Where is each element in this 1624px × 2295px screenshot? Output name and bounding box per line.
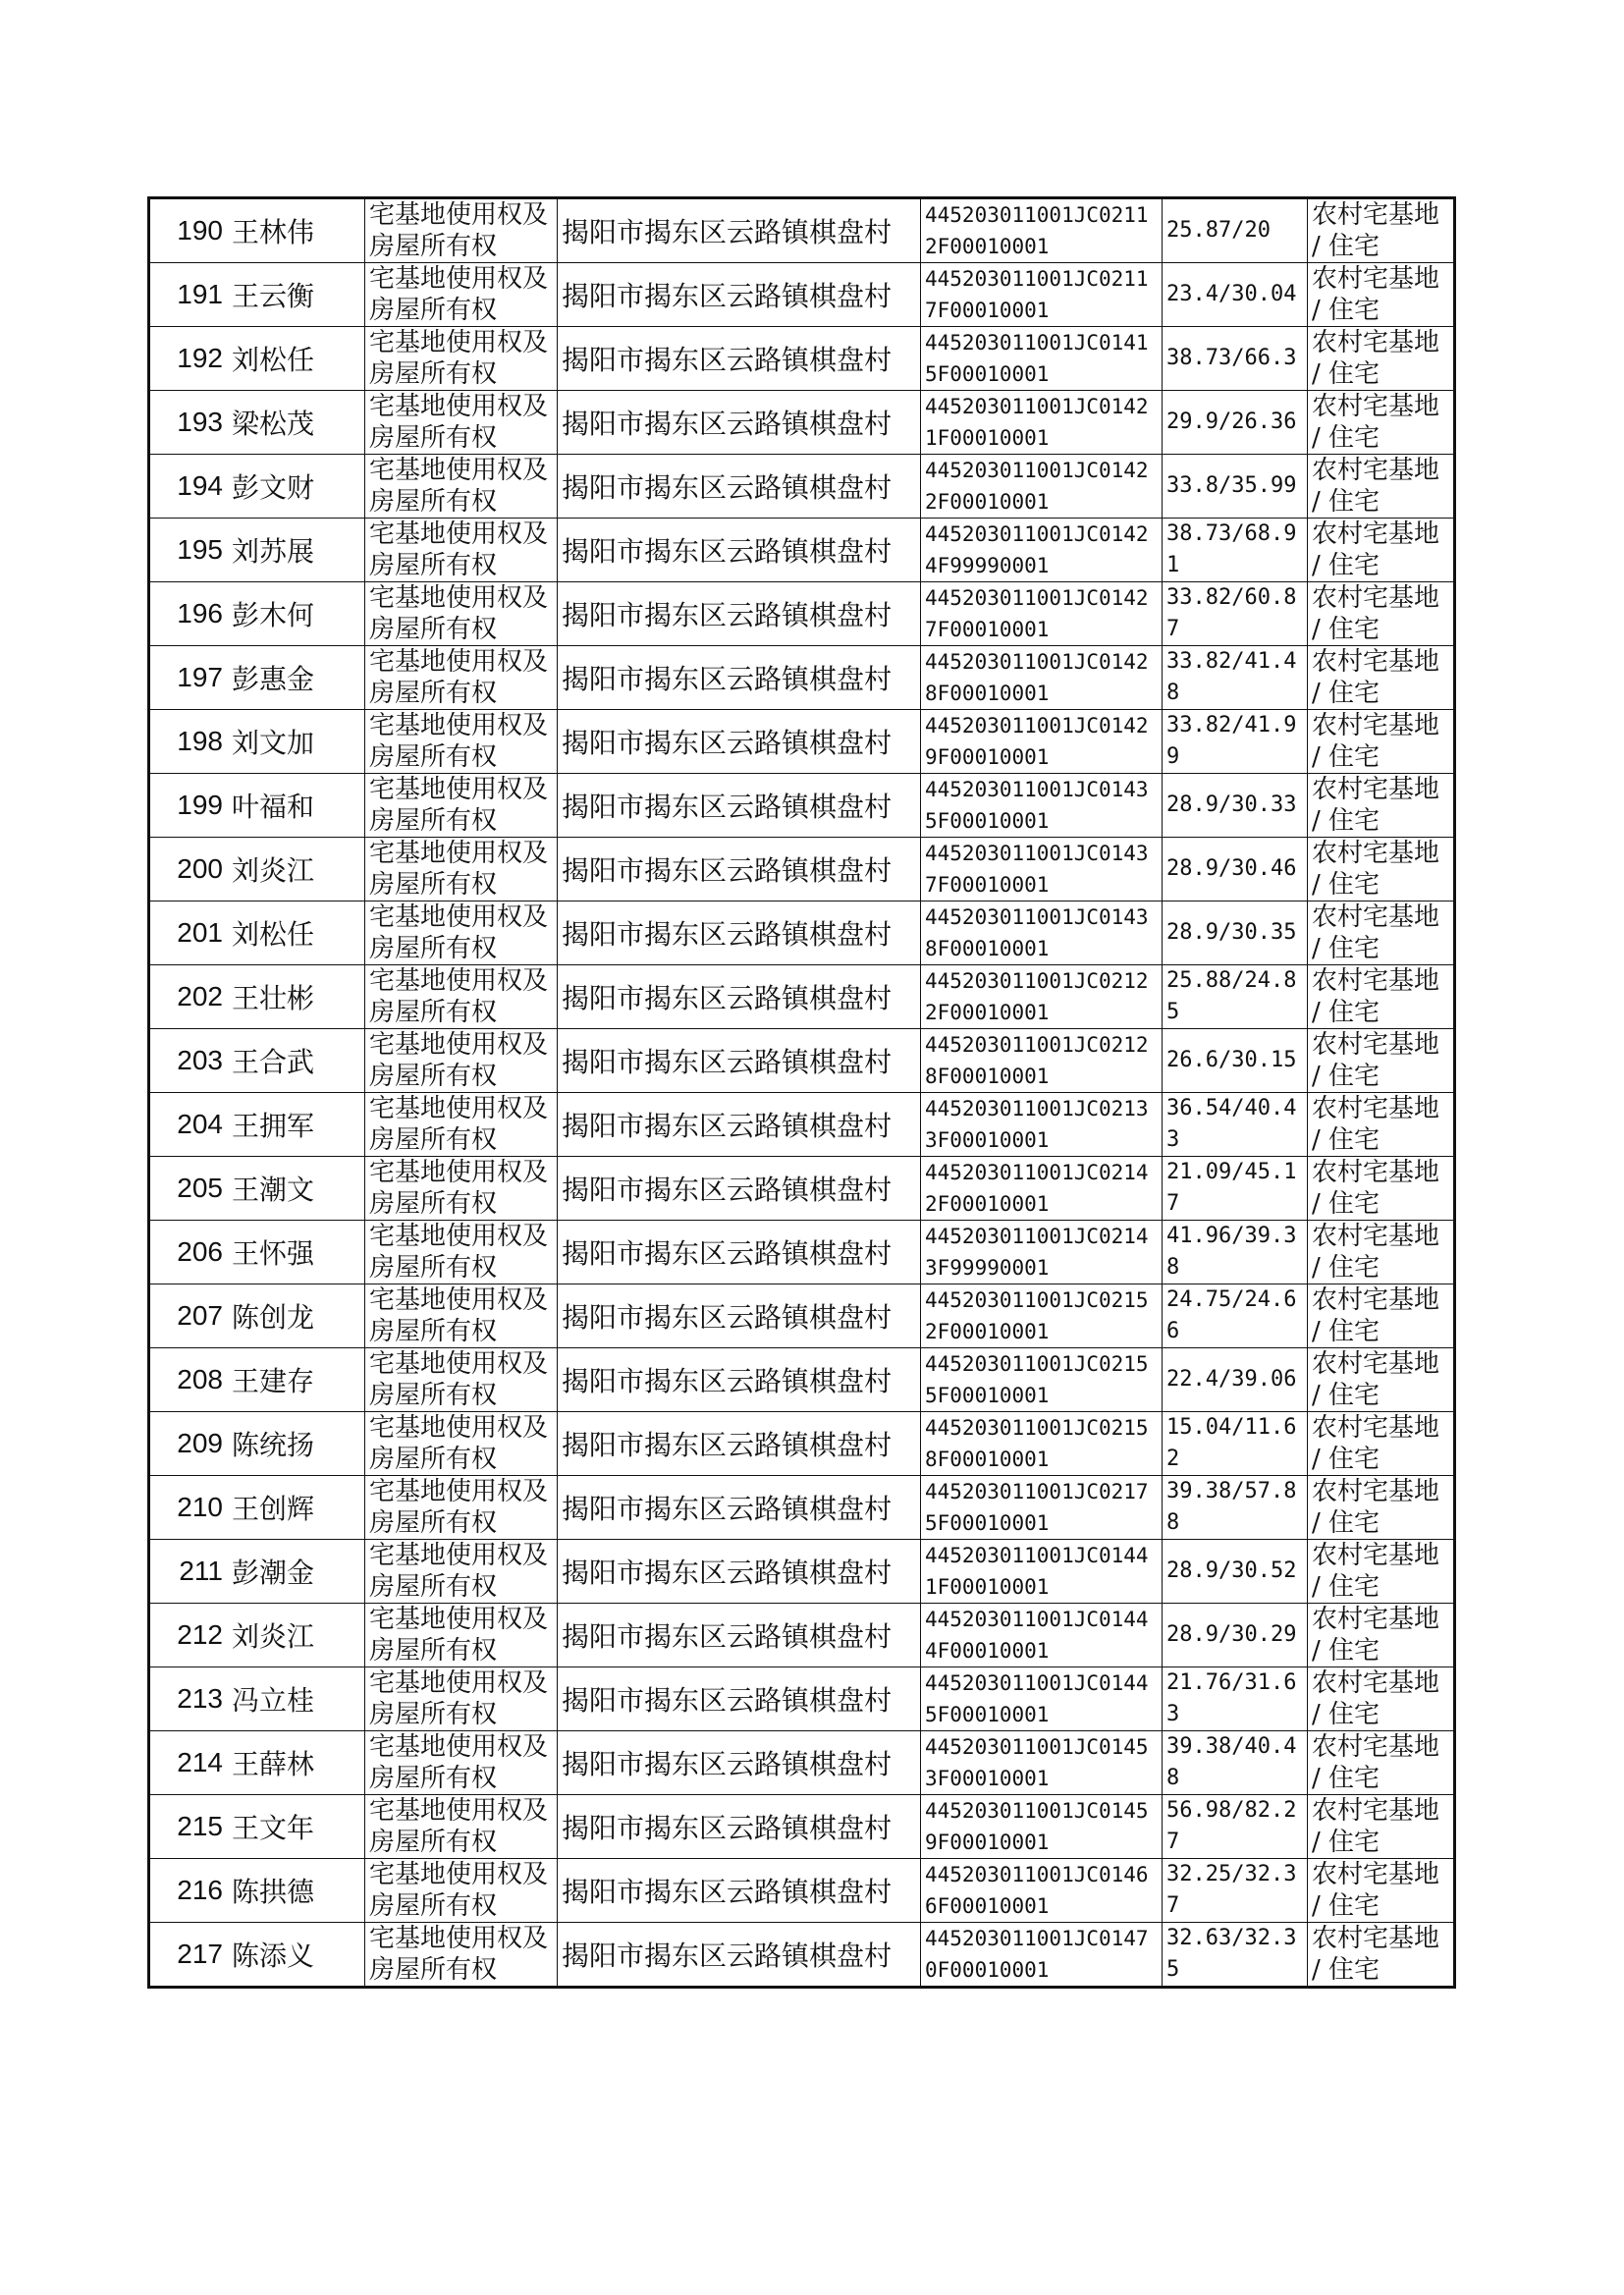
property-location: 揭阳市揭东区云路镇棋盘村 <box>558 391 921 455</box>
land-building-area: 28.9/30.46 <box>1163 838 1308 902</box>
table-row <box>149 519 1455 582</box>
property-location: 揭阳市揭东区云路镇棋盘村 <box>558 582 921 646</box>
right-type: 宅基地使用权及房屋所有权 <box>365 1859 558 1923</box>
property-unit-code: 445203011001JC02122F00010001 <box>921 965 1163 1029</box>
property-location: 揭阳市揭东区云路镇棋盘村 <box>558 1093 921 1157</box>
land-building-area: 22.4/39.06 <box>1163 1348 1308 1412</box>
right-type: 宅基地使用权及房屋所有权 <box>365 1540 558 1604</box>
land-use: 农村宅基地 / 住宅 <box>1308 455 1455 519</box>
property-unit-code: 445203011001JC02128F00010001 <box>921 1029 1163 1093</box>
right-type: 宅基地使用权及房屋所有权 <box>365 327 558 391</box>
property-location: 揭阳市揭东区云路镇棋盘村 <box>558 327 921 391</box>
property-location: 揭阳市揭东区云路镇棋盘村 <box>558 198 921 263</box>
right-type: 宅基地使用权及房屋所有权 <box>365 1667 558 1731</box>
owner-name: 陈添义 <box>228 1923 365 1988</box>
land-building-area: 39.38/40.48 <box>1163 1731 1308 1795</box>
land-use: 农村宅基地 / 住宅 <box>1308 519 1455 582</box>
row-number: 206 <box>149 1221 228 1284</box>
land-use: 农村宅基地 / 住宅 <box>1308 1412 1455 1476</box>
table-row <box>149 774 1455 838</box>
land-use: 农村宅基地 / 住宅 <box>1308 965 1455 1029</box>
owner-name: 刘文加 <box>228 710 365 774</box>
land-use: 农村宅基地 / 住宅 <box>1308 1221 1455 1284</box>
table-row <box>149 1221 1455 1284</box>
table-row <box>149 1093 1455 1157</box>
owner-name: 王文年 <box>228 1795 365 1859</box>
property-location: 揭阳市揭东区云路镇棋盘村 <box>558 902 921 965</box>
owner-name: 王合武 <box>228 1029 365 1093</box>
property-unit-code: 445203011001JC02152F00010001 <box>921 1284 1163 1348</box>
row-number: 200 <box>149 838 228 902</box>
owner-name: 王云衡 <box>228 263 365 327</box>
right-type: 宅基地使用权及房屋所有权 <box>365 198 558 263</box>
property-unit-code: 445203011001JC02158F00010001 <box>921 1412 1163 1476</box>
land-use: 农村宅基地 / 住宅 <box>1308 1029 1455 1093</box>
land-building-area: 32.63/32.35 <box>1163 1923 1308 1988</box>
land-use: 农村宅基地 / 住宅 <box>1308 198 1455 263</box>
row-number: 204 <box>149 1093 228 1157</box>
property-location: 揭阳市揭东区云路镇棋盘村 <box>558 1221 921 1284</box>
row-number: 202 <box>149 965 228 1029</box>
property-location: 揭阳市揭东区云路镇棋盘村 <box>558 1604 921 1667</box>
owner-name: 冯立桂 <box>228 1667 365 1731</box>
land-use: 农村宅基地 / 住宅 <box>1308 1795 1455 1859</box>
row-number: 192 <box>149 327 228 391</box>
land-use: 农村宅基地 / 住宅 <box>1308 1604 1455 1667</box>
right-type: 宅基地使用权及房屋所有权 <box>365 1348 558 1412</box>
land-building-area: 21.76/31.63 <box>1163 1667 1308 1731</box>
owner-name: 王怀强 <box>228 1221 365 1284</box>
land-building-area: 28.9/30.52 <box>1163 1540 1308 1604</box>
land-use: 农村宅基地 / 住宅 <box>1308 902 1455 965</box>
land-building-area: 24.75/24.66 <box>1163 1284 1308 1348</box>
right-type: 宅基地使用权及房屋所有权 <box>365 1284 558 1348</box>
right-type: 宅基地使用权及房屋所有权 <box>365 710 558 774</box>
row-number: 190 <box>149 198 228 263</box>
row-number: 191 <box>149 263 228 327</box>
property-location: 揭阳市揭东区云路镇棋盘村 <box>558 965 921 1029</box>
property-unit-code: 445203011001JC01459F00010001 <box>921 1795 1163 1859</box>
right-type: 宅基地使用权及房屋所有权 <box>365 1795 558 1859</box>
land-building-area: 32.25/32.37 <box>1163 1859 1308 1923</box>
owner-name: 王壮彬 <box>228 965 365 1029</box>
owner-name: 王薛林 <box>228 1731 365 1795</box>
land-building-area: 29.9/26.36 <box>1163 391 1308 455</box>
land-use: 农村宅基地 / 住宅 <box>1308 1284 1455 1348</box>
table-row <box>149 838 1455 902</box>
property-location: 揭阳市揭东区云路镇棋盘村 <box>558 263 921 327</box>
row-number: 212 <box>149 1604 228 1667</box>
right-type: 宅基地使用权及房屋所有权 <box>365 902 558 965</box>
table-row <box>149 902 1455 965</box>
owner-name: 梁松茂 <box>228 391 365 455</box>
table-row <box>149 710 1455 774</box>
land-use: 农村宅基地 / 住宅 <box>1308 1348 1455 1412</box>
owner-name: 陈创龙 <box>228 1284 365 1348</box>
right-type: 宅基地使用权及房屋所有权 <box>365 1923 558 1988</box>
table-row <box>149 1412 1455 1476</box>
row-number: 216 <box>149 1859 228 1923</box>
land-use: 农村宅基地 / 住宅 <box>1308 710 1455 774</box>
land-building-area: 56.98/82.27 <box>1163 1795 1308 1859</box>
property-location: 揭阳市揭东区云路镇棋盘村 <box>558 1859 921 1923</box>
right-type: 宅基地使用权及房屋所有权 <box>365 263 558 327</box>
right-type: 宅基地使用权及房屋所有权 <box>365 1221 558 1284</box>
row-number: 198 <box>149 710 228 774</box>
table-row <box>149 198 1455 263</box>
land-use: 农村宅基地 / 住宅 <box>1308 1540 1455 1604</box>
land-use: 农村宅基地 / 住宅 <box>1308 838 1455 902</box>
right-type: 宅基地使用权及房屋所有权 <box>365 965 558 1029</box>
table-row <box>149 1476 1455 1540</box>
right-type: 宅基地使用权及房屋所有权 <box>365 1093 558 1157</box>
owner-name: 刘炎江 <box>228 838 365 902</box>
property-unit-code: 445203011001JC01470F00010001 <box>921 1923 1163 1988</box>
table-row <box>149 1795 1455 1859</box>
land-use: 农村宅基地 / 住宅 <box>1308 1667 1455 1731</box>
land-building-area: 21.09/45.17 <box>1163 1157 1308 1221</box>
property-location: 揭阳市揭东区云路镇棋盘村 <box>558 774 921 838</box>
land-use: 农村宅基地 / 住宅 <box>1308 1923 1455 1988</box>
property-unit-code: 445203011001JC01422F00010001 <box>921 455 1163 519</box>
property-unit-code: 445203011001JC01435F00010001 <box>921 774 1163 838</box>
row-number: 201 <box>149 902 228 965</box>
property-unit-code: 445203011001JC01427F00010001 <box>921 582 1163 646</box>
owner-name: 王林伟 <box>228 198 365 263</box>
right-type: 宅基地使用权及房屋所有权 <box>365 1731 558 1795</box>
land-building-area: 41.96/39.38 <box>1163 1221 1308 1284</box>
owner-name: 彭木何 <box>228 582 365 646</box>
owner-name: 刘松任 <box>228 902 365 965</box>
table-row <box>149 1731 1455 1795</box>
right-type: 宅基地使用权及房屋所有权 <box>365 774 558 838</box>
land-building-area: 38.73/66.3 <box>1163 327 1308 391</box>
row-number: 213 <box>149 1667 228 1731</box>
owner-name: 刘炎江 <box>228 1604 365 1667</box>
land-use: 农村宅基地 / 住宅 <box>1308 1859 1455 1923</box>
row-number: 197 <box>149 646 228 710</box>
owner-name: 刘松任 <box>228 327 365 391</box>
row-number: 208 <box>149 1348 228 1412</box>
property-location: 揭阳市揭东区云路镇棋盘村 <box>558 1412 921 1476</box>
property-unit-code: 445203011001JC01445F00010001 <box>921 1667 1163 1731</box>
property-unit-code: 445203011001JC02117F00010001 <box>921 263 1163 327</box>
right-type: 宅基地使用权及房屋所有权 <box>365 1412 558 1476</box>
land-building-area: 33.82/41.48 <box>1163 646 1308 710</box>
land-building-area: 33.8/35.99 <box>1163 455 1308 519</box>
property-registry-table <box>147 196 1456 1989</box>
table-row <box>149 263 1455 327</box>
property-location: 揭阳市揭东区云路镇棋盘村 <box>558 1540 921 1604</box>
row-number: 214 <box>149 1731 228 1795</box>
property-unit-code: 445203011001JC02175F00010001 <box>921 1476 1163 1540</box>
property-unit-code: 445203011001JC01444F00010001 <box>921 1604 1163 1667</box>
land-use: 农村宅基地 / 住宅 <box>1308 327 1455 391</box>
property-unit-code: 445203011001JC02142F00010001 <box>921 1157 1163 1221</box>
land-building-area: 33.82/41.99 <box>1163 710 1308 774</box>
table-row <box>149 1540 1455 1604</box>
table-row <box>149 391 1455 455</box>
owner-name: 彭惠金 <box>228 646 365 710</box>
table-row <box>149 1157 1455 1221</box>
right-type: 宅基地使用权及房屋所有权 <box>365 1604 558 1667</box>
table-row <box>149 646 1455 710</box>
property-location: 揭阳市揭东区云路镇棋盘村 <box>558 1348 921 1412</box>
row-number: 194 <box>149 455 228 519</box>
table-row <box>149 582 1455 646</box>
land-use: 农村宅基地 / 住宅 <box>1308 1476 1455 1540</box>
right-type: 宅基地使用权及房屋所有权 <box>365 519 558 582</box>
table-row <box>149 327 1455 391</box>
property-location: 揭阳市揭东区云路镇棋盘村 <box>558 1667 921 1731</box>
land-use: 农村宅基地 / 住宅 <box>1308 1157 1455 1221</box>
property-unit-code: 445203011001JC01429F00010001 <box>921 710 1163 774</box>
land-building-area: 15.04/11.62 <box>1163 1412 1308 1476</box>
row-number: 211 <box>149 1540 228 1604</box>
land-building-area: 28.9/30.29 <box>1163 1604 1308 1667</box>
owner-name: 彭潮金 <box>228 1540 365 1604</box>
right-type: 宅基地使用权及房屋所有权 <box>365 838 558 902</box>
registry-table-body <box>149 198 1455 1988</box>
table-row <box>149 965 1455 1029</box>
right-type: 宅基地使用权及房屋所有权 <box>365 646 558 710</box>
land-use: 农村宅基地 / 住宅 <box>1308 582 1455 646</box>
land-building-area: 25.87/20 <box>1163 198 1308 263</box>
table-row <box>149 455 1455 519</box>
property-location: 揭阳市揭东区云路镇棋盘村 <box>558 1284 921 1348</box>
land-use: 农村宅基地 / 住宅 <box>1308 1093 1455 1157</box>
property-unit-code: 445203011001JC02143F99990001 <box>921 1221 1163 1284</box>
land-use: 农村宅基地 / 住宅 <box>1308 391 1455 455</box>
property-unit-code: 445203011001JC01453F00010001 <box>921 1731 1163 1795</box>
property-location: 揭阳市揭东区云路镇棋盘村 <box>558 646 921 710</box>
owner-name: 王建存 <box>228 1348 365 1412</box>
right-type: 宅基地使用权及房屋所有权 <box>365 582 558 646</box>
right-type: 宅基地使用权及房屋所有权 <box>365 455 558 519</box>
table-row <box>149 1604 1455 1667</box>
land-building-area: 28.9/30.33 <box>1163 774 1308 838</box>
land-use: 农村宅基地 / 住宅 <box>1308 646 1455 710</box>
right-type: 宅基地使用权及房屋所有权 <box>365 1029 558 1093</box>
land-building-area: 25.88/24.85 <box>1163 965 1308 1029</box>
property-unit-code: 445203011001JC01438F00010001 <box>921 902 1163 965</box>
table-row <box>149 1348 1455 1412</box>
land-building-area: 36.54/40.43 <box>1163 1093 1308 1157</box>
row-number: 193 <box>149 391 228 455</box>
land-use: 农村宅基地 / 住宅 <box>1308 263 1455 327</box>
property-location: 揭阳市揭东区云路镇棋盘村 <box>558 710 921 774</box>
property-unit-code: 445203011001JC01421F00010001 <box>921 391 1163 455</box>
registry-sheet <box>147 196 1453 1989</box>
property-unit-code: 445203011001JC01415F00010001 <box>921 327 1163 391</box>
row-number: 203 <box>149 1029 228 1093</box>
land-building-area: 33.82/60.87 <box>1163 582 1308 646</box>
property-unit-code: 445203011001JC01428F00010001 <box>921 646 1163 710</box>
row-number: 195 <box>149 519 228 582</box>
owner-name: 彭文财 <box>228 455 365 519</box>
table-row <box>149 1029 1455 1093</box>
row-number: 215 <box>149 1795 228 1859</box>
land-building-area: 39.38/57.88 <box>1163 1476 1308 1540</box>
owner-name: 刘苏展 <box>228 519 365 582</box>
property-unit-code: 445203011001JC01424F99990001 <box>921 519 1163 582</box>
property-unit-code: 445203011001JC02133F00010001 <box>921 1093 1163 1157</box>
property-unit-code: 445203011001JC01441F00010001 <box>921 1540 1163 1604</box>
table-row <box>149 1923 1455 1988</box>
right-type: 宅基地使用权及房屋所有权 <box>365 1476 558 1540</box>
row-number: 199 <box>149 774 228 838</box>
property-location: 揭阳市揭东区云路镇棋盘村 <box>558 455 921 519</box>
property-unit-code: 445203011001JC01466F00010001 <box>921 1859 1163 1923</box>
right-type: 宅基地使用权及房屋所有权 <box>365 391 558 455</box>
land-use: 农村宅基地 / 住宅 <box>1308 1731 1455 1795</box>
property-location: 揭阳市揭东区云路镇棋盘村 <box>558 1157 921 1221</box>
table-row <box>149 1284 1455 1348</box>
property-location: 揭阳市揭东区云路镇棋盘村 <box>558 838 921 902</box>
property-location: 揭阳市揭东区云路镇棋盘村 <box>558 1476 921 1540</box>
land-building-area: 28.9/30.35 <box>1163 902 1308 965</box>
owner-name: 陈统扬 <box>228 1412 365 1476</box>
owner-name: 叶福和 <box>228 774 365 838</box>
property-location: 揭阳市揭东区云路镇棋盘村 <box>558 1731 921 1795</box>
land-use: 农村宅基地 / 住宅 <box>1308 774 1455 838</box>
property-location: 揭阳市揭东区云路镇棋盘村 <box>558 519 921 582</box>
owner-name: 王创辉 <box>228 1476 365 1540</box>
land-building-area: 23.4/30.04 <box>1163 263 1308 327</box>
property-unit-code: 445203011001JC01437F00010001 <box>921 838 1163 902</box>
table-row <box>149 1859 1455 1923</box>
right-type: 宅基地使用权及房屋所有权 <box>365 1157 558 1221</box>
row-number: 207 <box>149 1284 228 1348</box>
property-unit-code: 445203011001JC02155F00010001 <box>921 1348 1163 1412</box>
property-unit-code: 445203011001JC02112F00010001 <box>921 198 1163 263</box>
row-number: 210 <box>149 1476 228 1540</box>
owner-name: 王拥军 <box>228 1093 365 1157</box>
property-location: 揭阳市揭东区云路镇棋盘村 <box>558 1029 921 1093</box>
owner-name: 陈拱德 <box>228 1859 365 1923</box>
row-number: 217 <box>149 1923 228 1988</box>
land-building-area: 26.6/30.15 <box>1163 1029 1308 1093</box>
land-building-area: 38.73/68.91 <box>1163 519 1308 582</box>
property-location: 揭阳市揭东区云路镇棋盘村 <box>558 1795 921 1859</box>
row-number: 196 <box>149 582 228 646</box>
table-row <box>149 1667 1455 1731</box>
row-number: 205 <box>149 1157 228 1221</box>
property-location: 揭阳市揭东区云路镇棋盘村 <box>558 1923 921 1988</box>
owner-name: 王潮文 <box>228 1157 365 1221</box>
row-number: 209 <box>149 1412 228 1476</box>
